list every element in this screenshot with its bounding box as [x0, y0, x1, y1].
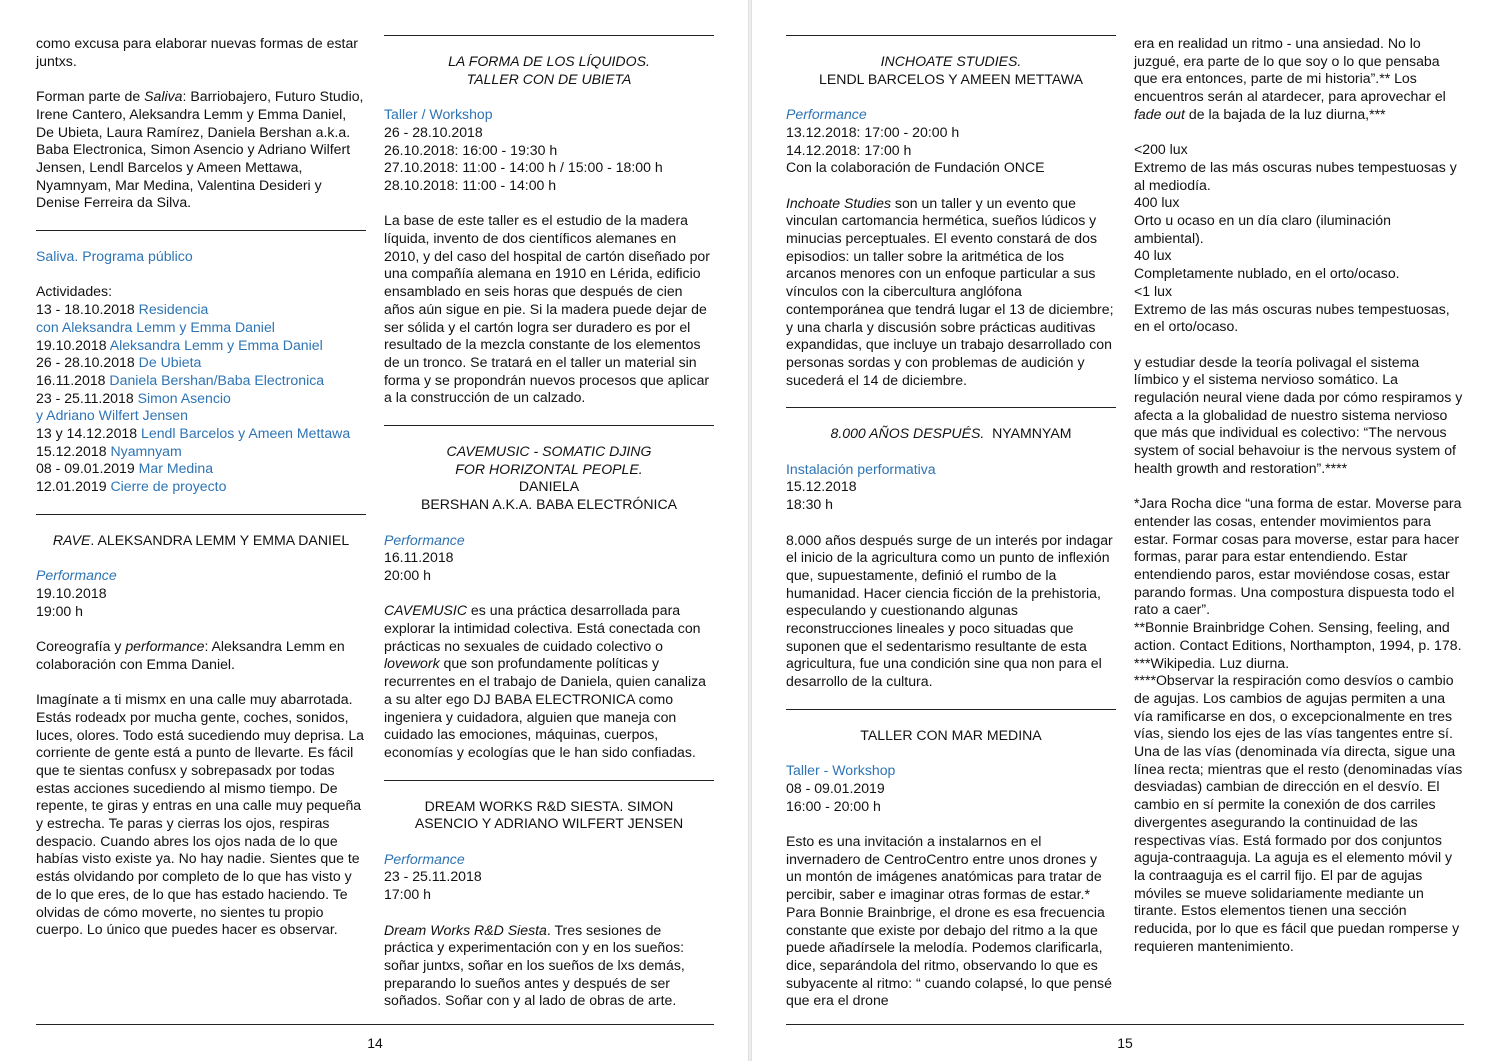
- liquidos-body: La base de este taller es el estudio de la madera líquida, invento de dos científicos alemanes en 2010, y del caso del hospital de cartón diseñado por una compañía alemana en 1910 en Lérida, edificio ensamblado en seis horas que después de cien años aún sigue en pie. Si la madera puede dejar de ser sólida y el cartón logra ser duradero es por el resultado de la mezcla constante de los elementos de un tronco. Se tratará en el taller un material sin forma y se propondrán nuevos procesos que aplicar a la construcción de un calzado.: [384, 212, 710, 406]
- activity-date: 26 - 28.10.2018: [36, 354, 139, 371]
- activity-text: Residencia: [138, 301, 209, 318]
- inchoate-body: Inchoate Studies son un taller y un evento que vinculan cartomancia hermética, sueños lúdicos y minucias perceptuales. El evento constará de dos episodios: un taller sobre la aritmética de los arcanos menores con un enfoque particular a sus vínculos con la cibercultura anglófona contemporánea que tendrá lugar el 13 de diciembre; y una charla y discusión sobre prácticas auditivas expandidas, que incluye un trabajo desarrollado con personas sordas y con problemas de audición y sucederá el 14 de diciembre.: [786, 194, 1114, 388]
- polyvagal-paragraph: y estudiar desde la teoría polivagal el sistema límbico y el sistema nervioso somático. La regulación neural viene dada por cómo respiramos y afecta a la globalidad de nuestro sistema nervioso que más que individual es colectivo: “The nervous system of social behavoiur is the nervous system of health growth and restoration”.****: [1134, 353, 1463, 476]
- lux-list: <200 lux Extremo de las más oscuras nubes tempestuosas y al mediodía. 400 lux Orto u ocaso en un día claro (iluminación ambiental). 40 lux Completamente nublado, en el orto/ocaso. <1 lux Extremo de las más oscuras nubes tempestuosas, en el orto/ocaso.: [1134, 141, 1457, 335]
- activity-date: 13 - 18.10.2018: [36, 301, 139, 318]
- mar-type: Taller - Workshop: [786, 762, 896, 779]
- footnote: **Bonnie Brainbridge Cohen. Sensing, feeling, and action. Contact Editions, Northampton, 1994, p. 178.: [1134, 619, 1462, 653]
- liquidos-info: Taller / Workshop 26 - 28.10.2018 26.10.2018: 16:00 - 19:30 h 27.10.2018: 11:00 - 14:00 h / 15:00 - 18:00 h 28.10.2018: 11:00 - 14:00 h: [384, 106, 714, 195]
- activity-date: 19.10.2018: [36, 336, 110, 353]
- divider: [786, 407, 1116, 408]
- column-2: [384, 35, 714, 1010]
- footnote: ****Observar la respiración como desvíos o cambio de agujas. Los cambios de agujas permiten a una vía ramificarse en dos, o excepcionalmente en tres vías, siendo los ejes de las vías tangentes entre sí. Una de las vías (denominada vía directa, sigue una línea recta; mientras que el resto (denominadas vías desviadas) cambian de dirección en el desvío. El cambio en sí permite la conexión de dos carriles divergentes asegurando la continuidad de las respectivas vías. Está formado por dos conjuntos aguja-contraaguja. La aguja es el elemento móvil y la contraaguja es el carril fijo. El par de agujas móviles se mueve solidariamente mediante un tirante. Estos elementos tienen una sección reducida, por lo que es fácil que puedan romperse y requieren mantenimiento.: [1134, 672, 1463, 954]
- dream-body: Dream Works R&D Siesta. Tres sesiones de práctica y experimentación con y en los sueños: soñar juntxs, soñar en los sueños de lxs demás, preparando lo sueños antes y después de ser soñados. Soñar con y al lado de obras de arte.: [384, 921, 685, 1009]
- right-page: [752, 0, 1500, 1061]
- ocho-body: 8.000 años después surge de un interés por indagar el inicio de la agricultura como un punto de inflexión que, supuestamente, definió el rumbo de la humanidad. Hacer ciencia ficción de la prehistoria, especulando y cuestionando algunas reconstrucciones lineales y poco situadas que suponen que el sedentarismo resultante de esta agricultura, fue una condición sine qua non para el desarrollo de la cultura.: [786, 531, 1113, 690]
- mar-body: Esto es una invitación a instalarnos en el invernadero de CentroCentro entre unos drones y un montón de imágenes anatómicas para tratar de percibir, saber e imaginar otras formas de estar.* Para Bonnie Brainbrige, el drone es esa frecuencia constante que existe por debajo del ritmo a la que puede añadírsele la melodía. Podemos clarificarla, dice, separándola del ritmo, observando lo que es subyacente al ritmo: “ cuando colapsé, lo que pensé que era el drone: [786, 833, 1112, 1009]
- activity-text: Mar Medina: [138, 460, 214, 477]
- activity-item: [36, 407, 366, 425]
- activity-item: [36, 425, 366, 443]
- rave-credit: Coreografía y performance: Aleksandra Lemm en colaboración con Emma Daniel.: [36, 638, 345, 672]
- activity-item: [36, 478, 366, 496]
- activity-date: 15.12.2018: [36, 442, 111, 459]
- column-4: [1134, 35, 1464, 956]
- divider: [36, 514, 366, 515]
- activity-item: [36, 354, 366, 372]
- activity-text: De Ubieta: [138, 354, 202, 371]
- column-3: [786, 35, 1116, 1010]
- rave-info: [36, 567, 366, 620]
- footer-rule: [36, 1024, 714, 1025]
- rave-type: Performance: [36, 567, 117, 584]
- liquidos-title: LA FORMA DE LOS LÍQUIDOS. TALLER CON DE UBIETA: [448, 53, 650, 87]
- column-1: [36, 35, 366, 939]
- divider: [384, 780, 714, 781]
- rave-title: RAVE. ALEKSANDRA LEMM Y EMMA DANIEL: [52, 531, 350, 548]
- activity-text: Lendl Barcelos y Ameen Mettawa: [141, 425, 351, 442]
- activity-item: [36, 337, 366, 355]
- page-number: 14: [367, 1035, 383, 1051]
- activity-text: Simon Asencio: [137, 389, 231, 406]
- cave-type: Performance: [384, 531, 465, 548]
- continuation-paragraph: era en realidad un ritmo - una ansiedad. No lo juzgué, era parte de lo que soy o lo que pensaba que era entonces, parte de mi historia”.** Los encuentros serán al atardecer, para aprovechar el fade out de la bajada de la luz diurna,***: [1134, 35, 1446, 122]
- divider: [384, 35, 714, 36]
- inchoate-info: Performance 13.12.2018: 17:00 - 20:00 h 14.12.2018: 17:00 h Con la colaboración de Fundación ONCE: [786, 106, 1116, 177]
- activity-text: Nyamnyam: [110, 442, 182, 459]
- activity-item: [36, 460, 366, 478]
- page-number: 15: [1117, 1035, 1133, 1051]
- activity-date: 08 - 09.01.2019: [36, 460, 139, 477]
- cave-info: Performance 16.11.2018 20:00 h: [384, 532, 714, 585]
- footnote: ***Wikipedia. Luz diurna.: [1134, 654, 1290, 671]
- activity-date: 16.11.2018: [36, 371, 110, 388]
- activity-item: [36, 319, 366, 337]
- activities-list: Actividades: 13 - 18.10.2018 Residencia con Aleksandra Lemm y Emma Daniel 19.10.2018 Aleksandra Lemm y Emma Daniel 26 - 28.10.2018 De Ubieta 16.11.2018 Daniela Bershan/Baba Electronica 23 - 25.11.2018 Simon Asencio y Adriano Wilfert Jensen 13 y 14.12.2018 Lendl Barcelos y Ameen Mettawa 15.12.2018 Nyamnyam 08 - 09.01.2019 Mar Medina 12.01.2019 Cierre de proyecto: [36, 283, 366, 495]
- divider: [384, 425, 714, 426]
- program-title: Saliva. Programa público: [36, 248, 193, 265]
- inchoate-type: Performance: [786, 106, 867, 123]
- activity-item: [36, 443, 366, 461]
- divider: [786, 709, 1116, 710]
- liquidos-type: Taller / Workshop: [384, 106, 493, 123]
- mar-title: TALLER CON MAR MEDINA: [860, 726, 1042, 743]
- activity-text: Aleksandra Lemm y Emma Daniel: [109, 336, 323, 353]
- rave-body: Imagínate a ti mismx en una calle muy abarrotada. Estás rodeadx por mucha gente, coches, sonidos, luces, olores. Todo está sucediendo muy deprisa. La corriente de gente está a punto de llevarte. Es fácil que te sientas confusx y sobrepasadx por todas estas acciones sucediendo al mismo tiempo. De repente, te giras y entras en una calle muy pequeña y estrecha. Te paras y cierras los ojos, respiras despacio. Cuando abres los ojos nada de lo que habías visto existe ya. No hay nadie. Sientes que te estás olvidando por completo de lo que has visto y de lo que eres, de lo que has estado haciendo. Te olvidas de cómo moverte, no sientes tu propio cuerpo. Lo único que puedes hacer es observar.: [36, 691, 365, 938]
- dream-type: Performance: [384, 850, 465, 867]
- inchoate-title: INCHOATE STUDIES. LENDL BARCELOS Y AMEEN METTAWA: [819, 53, 1083, 87]
- divider: [36, 230, 366, 231]
- footnotes: [1134, 495, 1464, 955]
- footnote: *Jara Rocha dice “una forma de estar. Moverse para entender las cosas, entender movimientos para estar. Formar cosas para moverse, estar para hacer formas, parar para estar entendiendo. Estar entendiendo paros, estar moviéndose cosas, estar parando formas. Una compostura dispuesta todo el rato a caer”.: [1134, 495, 1462, 618]
- activity-text: Cierre de proyecto: [110, 478, 227, 495]
- footer-rule: [786, 1024, 1464, 1025]
- saliva-name: Saliva: [144, 88, 183, 105]
- members-paragraph: Forman parte de Saliva: Barriobajero, Futuro Studio, Irene Cantero, Aleksandra Lemm y Emma Daniel, De Ubieta, Laura Ramírez, Daniela Bershan a.k.a. Baba Electronica, Simon Asencio y Adriano Wilfert Jensen, Lendl Barcelos y Ameen Mettawa, Nyamnyam, Mar Medina, Valentina Desideri y Denise Ferreira da Silva.: [36, 88, 364, 211]
- activity-text: Daniela Bershan/Baba Electronica: [109, 371, 325, 388]
- cave-body: CAVEMUSIC es una práctica desarrollada para explorar la intimidad colectiva. Está conectada con prácticas no sexuales de cuidado colectivo o lovework que son profundamente políticas y recurrentes en el trabajo de Daniela, quien canaliza a su alter ego DJ BABA ELECTRONICA como ingeniera y cuidadora, alguien que maneja con cuidado las emociones, máquinas, cuerpos, economías y ecologías que le han sido confiadas.: [384, 602, 707, 760]
- left-page: [0, 0, 748, 1061]
- activity-text: con Aleksandra Lemm y Emma Daniel: [36, 318, 275, 335]
- divider: [786, 35, 1116, 36]
- ocho-info: Instalación performativa 15.12.2018 18:30 h: [786, 461, 1116, 514]
- cave-title: CAVEMUSIC - SOMATIC DJING FOR HORIZONTAL PEOPLE. DANIELA BERSHAN A.K.A. BABA ELECTRÓNICA: [420, 443, 678, 513]
- activity-text: y Adriano Wilfert Jensen: [36, 407, 188, 424]
- ocho-type: Instalación performativa: [786, 460, 936, 477]
- rave-time: 19:00 h: [36, 602, 84, 619]
- mar-info: Taller - Workshop 08 - 09.01.2019 16:00 - 20:00 h: [786, 762, 1116, 815]
- ocho-title: 8.000 AÑOS DESPUÉS. NYAMNYAM: [830, 425, 1072, 442]
- rave-date: 19.10.2018: [36, 584, 107, 601]
- activity-date: 23 - 25.11.2018: [36, 389, 138, 406]
- activity-date: 12.01.2019: [36, 478, 111, 495]
- dream-info: Performance 23 - 25.11.2018 17:00 h: [384, 851, 714, 904]
- activity-item: [36, 301, 366, 319]
- activity-date: 13 y 14.12.2018: [36, 425, 142, 442]
- intro-paragraph: como excusa para elaborar nuevas formas de estar juntxs.: [36, 35, 358, 69]
- activity-item: [36, 372, 366, 390]
- activity-item: [36, 390, 366, 408]
- dream-title: DREAM WORKS R&D SIESTA. SIMON ASENCIO Y ADRIANO WILFERT JENSEN: [414, 797, 684, 832]
